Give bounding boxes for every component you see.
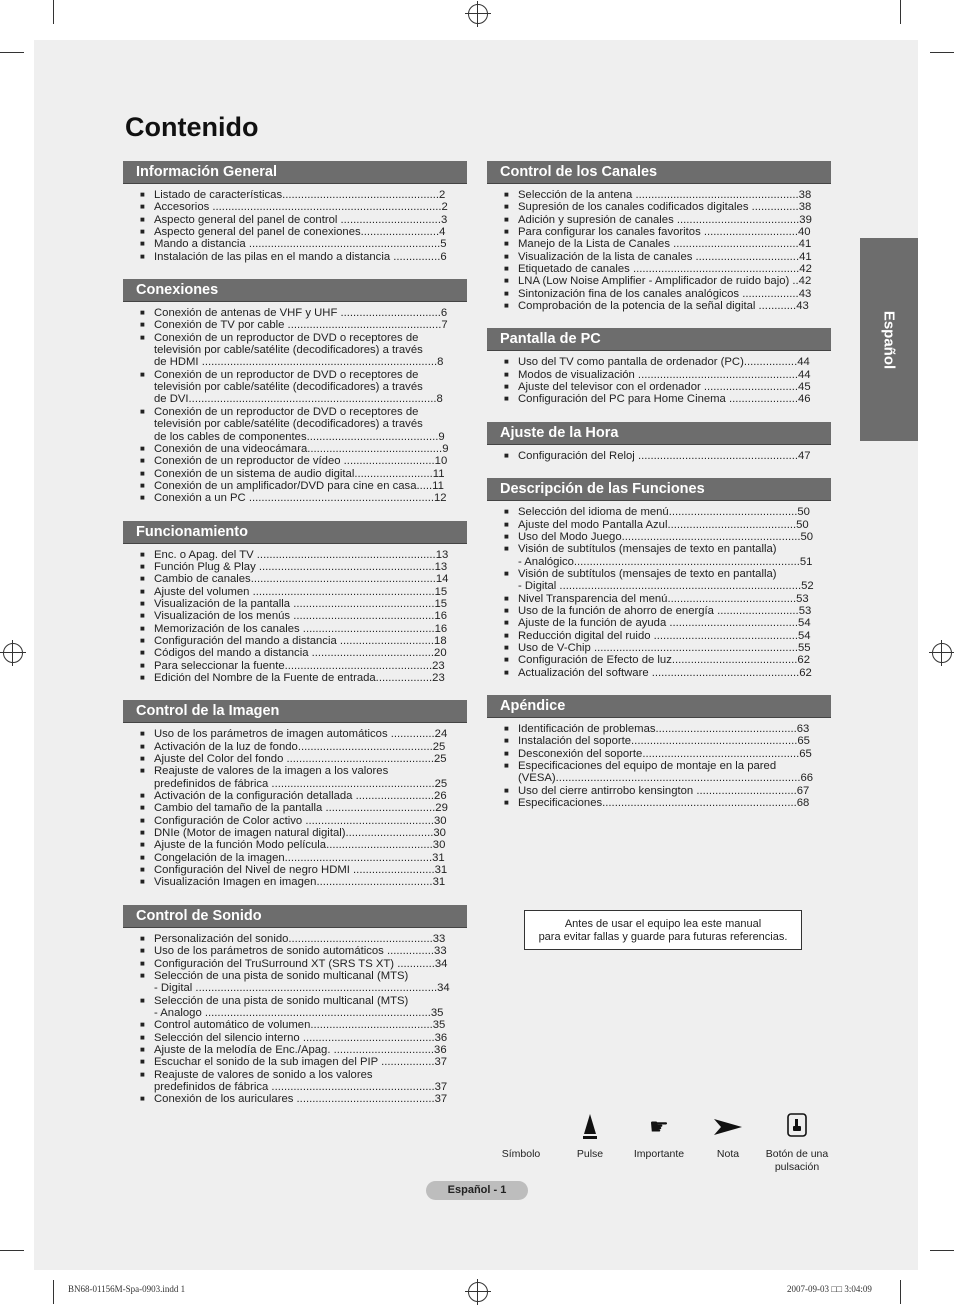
legend-important bbox=[619, 1112, 699, 1160]
legend-label: Importante bbox=[633, 1148, 685, 1160]
toc-entry bbox=[140, 1093, 467, 1105]
toc-entry bbox=[140, 753, 467, 765]
toc-entry bbox=[504, 735, 831, 747]
toc-entry-text: ■ Modos de visualización ...................................................44 bbox=[518, 368, 811, 381]
toc-entry bbox=[504, 393, 831, 405]
toc-entry-text: ■ Configuración de Color activo .........................................30 bbox=[154, 814, 447, 827]
toc-entry-text: ■ Nivel Transparencia del menú.........................................53 bbox=[518, 592, 809, 605]
toc-entry bbox=[140, 189, 467, 201]
toc-list bbox=[123, 728, 467, 888]
toc-entry bbox=[140, 573, 467, 585]
toc-entry-text: ■ Activación de la luz de fondo...........................................25 bbox=[154, 740, 446, 753]
section-heading: Control de la Imagen bbox=[123, 700, 467, 723]
symbol-icon bbox=[481, 1112, 561, 1142]
toc-entry bbox=[504, 356, 831, 368]
toc-section bbox=[123, 700, 467, 888]
legend-press bbox=[550, 1112, 630, 1160]
toc-entry bbox=[504, 617, 831, 629]
toc-entry-text: ■ Conexión de los auriculares ............................................37 bbox=[154, 1093, 448, 1106]
toc-entry-text: ■ LNA (Low Noise Amplifier - Amplificador de ruido bajo) ..42 bbox=[518, 275, 812, 288]
toc-section bbox=[123, 161, 467, 263]
toc-entry-text: ■ Configuración del Reloj ...................................................47 bbox=[518, 449, 811, 462]
toc-entry bbox=[140, 238, 467, 250]
toc-entry bbox=[140, 1069, 467, 1094]
toc-entry-text: ■ Instalación del soporte.....................................................65 bbox=[518, 735, 810, 748]
toc-entry bbox=[504, 797, 831, 809]
toc-entry bbox=[140, 839, 467, 851]
toc-entry bbox=[504, 605, 831, 617]
toc-list bbox=[487, 450, 831, 462]
toc-entry-text: ■ Ajuste del televisor con el ordenador ..............................45 bbox=[518, 381, 811, 394]
toc-entry-text: ■ Adición y supresión de canales .......................................39 bbox=[518, 213, 812, 226]
toc-entry-text: ■ Manejo de la Lista de Canales ........................................41 bbox=[518, 238, 812, 251]
section-heading: Información General bbox=[123, 161, 467, 184]
toc-entry bbox=[140, 468, 467, 480]
toc-entry-text: ■ Visión de subtítulos (mensajes de texto en pantalla) - Digital .............................................................................52 bbox=[518, 567, 814, 593]
section-heading: Pantalla de PC bbox=[487, 328, 831, 351]
toc-entry-text: ■ Para seleccionar la fuente...............................................23 bbox=[154, 659, 445, 672]
toc-entry-text: ■ Conexión de un reproductor de DVD o receptores de televisión por cable/satélite (decodificadores) a través de HDMI ...........................................................................8 bbox=[154, 331, 444, 369]
toc-entry-text: ■ Supresión de los canales codificados digitales ...............38 bbox=[518, 201, 812, 214]
toc-entry bbox=[504, 519, 831, 531]
toc-entry bbox=[504, 381, 831, 393]
toc-entry-text: ■ Conexión de antenas de VHF y UHF ................................6 bbox=[154, 307, 448, 320]
toc-entry bbox=[504, 263, 831, 275]
toc-entry bbox=[504, 275, 831, 287]
toc-entry bbox=[140, 369, 467, 406]
crop-mark bbox=[53, 1280, 54, 1304]
toc-entry bbox=[140, 561, 467, 573]
toc-entry-text: ■ Reducción digital del ruido ..............................................54 bbox=[518, 629, 811, 642]
toc-entry-text: ■ Uso del TV como pantalla de ordenador (PC).................44 bbox=[518, 356, 810, 369]
toc-entry bbox=[504, 748, 831, 760]
toc-entry bbox=[140, 492, 467, 504]
toc-entry bbox=[140, 598, 467, 610]
legend-symbol bbox=[481, 1112, 561, 1160]
toc-entry-text: ■ Conexión de un sistema de audio digital.........................11 bbox=[154, 467, 445, 480]
toc-entry bbox=[140, 610, 467, 622]
toc-entry-text: ■ Instalación de las pilas en el mando a distancia ...............6 bbox=[154, 250, 447, 263]
toc-section bbox=[487, 695, 831, 809]
toc-entry bbox=[504, 667, 831, 679]
toc-entry-text: ■ Escuchar el sonido de la sub imagen del PIP .................37 bbox=[154, 1056, 448, 1069]
toc-entry bbox=[140, 226, 467, 238]
toc-entry-text: ■ Conexión de TV por cable .................................................7 bbox=[154, 319, 448, 332]
toc-entry bbox=[140, 945, 467, 957]
toc-entry bbox=[140, 214, 467, 226]
toc-entry-text: ■ Ajuste del volumen ..........................................................15 bbox=[154, 585, 448, 598]
toc-entry-text: ■ Uso de V-Chip .................................................................55 bbox=[518, 641, 811, 654]
toc-entry-text: ■ Activación de la configuración detallada .........................26 bbox=[154, 790, 447, 803]
toc-entry-text: ■ Configuración del TruSurround XT (SRS TS XT) ............34 bbox=[154, 957, 448, 970]
toc-entry-text: ■ Función Plug & Play ........................................................13 bbox=[154, 560, 448, 573]
toc-entry-text: ■ Configuración del mando a distancia ..............................18 bbox=[154, 634, 447, 647]
toc-section bbox=[487, 161, 831, 312]
toc-entry-text: ■ Visualización Imagen en imagen.....................................31 bbox=[154, 876, 446, 889]
toc-entry bbox=[140, 1019, 467, 1031]
notice-line-2: para evitar fallas y guarde para futuras referencias. bbox=[538, 931, 788, 943]
toc-entry bbox=[140, 970, 467, 995]
language-tab bbox=[860, 238, 918, 441]
toc-entry bbox=[504, 723, 831, 735]
toc-entry-text: ■ Especificaciones del equipo de montaje en la pared (VESA)..............................................................................66 bbox=[518, 760, 814, 785]
toc-entry-text: ■ Desconexión del soporte..................................................65 bbox=[518, 747, 812, 760]
toc-list bbox=[123, 549, 467, 685]
toc-entry bbox=[504, 760, 831, 785]
notice-line-1: Antes de usar el equipo lea este manual bbox=[564, 918, 762, 930]
toc-entry-text: ■ Listado de características..................................................2 bbox=[154, 189, 446, 201]
toc-entry bbox=[140, 549, 467, 561]
right-column bbox=[487, 161, 831, 809]
toc-entry bbox=[140, 406, 467, 443]
toc-entry bbox=[140, 852, 467, 864]
toc-entry bbox=[140, 765, 467, 790]
toc-entry-text: ■ Uso de la función de ahorro de energía ..........................53 bbox=[518, 604, 812, 617]
toc-entry-text: ■ Códigos del mando a distancia .......................................20 bbox=[154, 647, 447, 660]
toc-entry bbox=[140, 1044, 467, 1056]
toc-entry-text: ■ Aspecto general del panel de control ................................3 bbox=[154, 213, 448, 226]
note-icon bbox=[688, 1112, 768, 1142]
toc-entry-text: ■ Uso de los parámetros de imagen automáticos ..............24 bbox=[154, 728, 448, 741]
toc-entry bbox=[140, 586, 467, 598]
toc-entry-text: ■ Visualización de los menús .............................................16 bbox=[154, 610, 448, 623]
toc-entry bbox=[140, 741, 467, 753]
toc-entry-text: ■ Actualización del software ...............................................62 bbox=[518, 666, 812, 679]
toc-section bbox=[123, 905, 467, 1106]
file-slug: BN68-01156M-Spa-0903.indd 1 bbox=[68, 1284, 186, 1294]
toc-entry-text: ■ Cambio del tamaño de la pantalla ...................................29 bbox=[154, 802, 448, 815]
toc-entry bbox=[140, 933, 467, 945]
toc-entry bbox=[140, 1056, 467, 1068]
toc-entry-text: ■ Especificaciones..............................................................68 bbox=[518, 797, 810, 810]
toc-entry bbox=[504, 506, 831, 518]
toc-entry-text: ■ Aspecto general del panel de conexiones.........................4 bbox=[154, 226, 446, 239]
toc-entry bbox=[140, 443, 467, 455]
toc-entry-text: ■ Conexión de un reproductor de vídeo .............................10 bbox=[154, 455, 448, 468]
toc-entry-text: ■ Visión de subtítulos (mensajes de texto en pantalla) - Analógico........................................................................51 bbox=[518, 543, 813, 568]
legend-one-touch-button bbox=[757, 1112, 837, 1174]
toc-entry bbox=[140, 790, 467, 802]
toc-entry-text: ■ Memorización de los canales ..........................................16 bbox=[154, 622, 448, 635]
toc-entry bbox=[504, 288, 831, 300]
section-heading: Descripción de las Funciones bbox=[487, 478, 831, 501]
toc-list bbox=[487, 723, 831, 809]
toc-entry bbox=[140, 201, 467, 213]
toc-entry bbox=[504, 238, 831, 250]
toc-entry-text: ■ Para configurar los canales favoritos ..............................40 bbox=[518, 226, 811, 239]
page-title: Contenido bbox=[125, 112, 259, 142]
toc-entry-text: ■ Uso del Modo Juego.........................................................50 bbox=[518, 530, 814, 543]
toc-list bbox=[487, 506, 831, 679]
toc-entry bbox=[504, 450, 831, 462]
toc-entry bbox=[504, 568, 831, 593]
toc-entry-text: ■ Reajuste de valores de la imagen a los valores predefinidos de fábrica ....................................................25 bbox=[154, 765, 448, 790]
toc-section bbox=[123, 521, 467, 685]
section-heading: Ajuste de la Hora bbox=[487, 422, 831, 445]
toc-entry bbox=[140, 623, 467, 635]
toc-entry-text: ■ Conexión de un reproductor de DVD o receptores de televisión por cable/satélite (decodificadores) a través de DVI...............................................................................8 bbox=[154, 368, 443, 406]
toc-entry-text: ■ Accesorios .........................................................................2 bbox=[154, 201, 448, 214]
toc-entry bbox=[140, 660, 467, 672]
toc-entry bbox=[504, 189, 831, 201]
toc-entry bbox=[140, 332, 467, 369]
crop-mark bbox=[900, 1280, 901, 1304]
legend-note bbox=[688, 1112, 768, 1160]
section-heading: Control de los Canales bbox=[487, 161, 831, 184]
toc-entry-text: ■ Uso del cierre antirrobo kensington ................................67 bbox=[518, 784, 810, 797]
toc-list bbox=[123, 189, 467, 263]
toc-entry-text: ■ Etiquetado de canales .....................................................42 bbox=[518, 263, 812, 276]
toc-list bbox=[123, 933, 467, 1106]
toc-entry bbox=[504, 300, 831, 312]
toc-entry bbox=[140, 728, 467, 740]
toc-entry bbox=[504, 251, 831, 263]
toc-entry bbox=[140, 672, 467, 684]
registration-mark-icon bbox=[3, 643, 23, 663]
toc-entry-text: ■ Ajuste del modo Pantalla Azul.........................................50 bbox=[518, 518, 809, 531]
language-tab-label: Español bbox=[880, 310, 898, 369]
toc-entry-text: ■ DNIe (Motor de imagen natural digital)............................30 bbox=[154, 827, 446, 840]
toc-entry bbox=[504, 543, 831, 568]
crop-mark bbox=[930, 1250, 954, 1251]
toc-entry bbox=[140, 455, 467, 467]
toc-entry-text: ■ Configuración del PC para Home Cinema ......................46 bbox=[518, 393, 811, 406]
registration-mark-icon bbox=[468, 4, 488, 24]
toc-entry-text: ■ Configuración de Efecto de luz........................................62 bbox=[518, 654, 810, 667]
toc-entry bbox=[504, 785, 831, 797]
toc-entry-text: ■ Cambio de canales...........................................................14 bbox=[154, 573, 449, 586]
toc-entry-text: ■ Conexión de un amplificador/DVD para cine en casa.....11 bbox=[154, 479, 444, 492]
toc-list bbox=[487, 189, 831, 312]
one-touch-button-icon bbox=[757, 1112, 837, 1142]
toc-section bbox=[487, 422, 831, 462]
toc-entry-text: ■ Mando a distancia .............................................................5 bbox=[154, 238, 447, 251]
section-heading: Control de Sonido bbox=[123, 905, 467, 928]
toc-entry-text: ■ Ajuste del Color del fondo ...............................................25 bbox=[154, 753, 447, 766]
toc-entry bbox=[140, 647, 467, 659]
legend-label: Pulse bbox=[576, 1148, 604, 1160]
crop-mark bbox=[900, 0, 901, 24]
crop-mark bbox=[0, 1250, 24, 1251]
toc-section bbox=[487, 478, 831, 679]
toc-entry-text: ■ Comprobación de la potencia de la señal digital ............43 bbox=[518, 300, 809, 313]
important-icon: ☛ bbox=[649, 1114, 669, 1139]
toc-entry bbox=[140, 635, 467, 647]
toc-entry bbox=[504, 214, 831, 226]
toc-list bbox=[123, 307, 467, 505]
toc-entry-text: ■ Reajuste de valores de sonido a los valores predefinidos de fábrica ....................................................37 bbox=[154, 1068, 448, 1093]
toc-entry bbox=[140, 827, 467, 839]
toc-entry bbox=[140, 815, 467, 827]
legend-label: Símbolo bbox=[501, 1148, 541, 1160]
crop-mark bbox=[53, 0, 54, 24]
toc-entry-text: ■ Selección del silencio interno ..........................................36 bbox=[154, 1031, 448, 1044]
toc-entry bbox=[504, 369, 831, 381]
toc-entry-text: ■ Ajuste de la función Modo película..................................30 bbox=[154, 839, 446, 852]
toc-entry-text: ■ Uso de los parámetros de sonido automáticos ...............33 bbox=[154, 945, 447, 958]
notice-box bbox=[524, 910, 802, 950]
toc-entry-text: ■ Selección de la antena ....................................................38 bbox=[518, 189, 812, 201]
toc-entry-text: ■ Control automático de volumen.......................................35 bbox=[154, 1019, 446, 1032]
crop-mark bbox=[930, 52, 954, 53]
toc-entry bbox=[140, 864, 467, 876]
toc-entry-text: ■ Visualización de la pantalla .............................................15 bbox=[154, 597, 448, 610]
toc-entry bbox=[504, 630, 831, 642]
section-heading: Conexiones bbox=[123, 279, 467, 302]
toc-entry-text: ■ Visualización de la lista de canales .................................41 bbox=[518, 250, 812, 263]
toc-entry-text: ■ Selección del idioma de menú.........................................50 bbox=[518, 506, 810, 519]
toc-section bbox=[123, 279, 467, 505]
toc-entry bbox=[140, 958, 467, 970]
toc-entry-text: ■ Personalización del sonido..............................................33 bbox=[154, 932, 446, 945]
toc-entry-text: ■ Ajuste de la melodía de Enc./Apag. ................................36 bbox=[154, 1043, 447, 1056]
toc-entry bbox=[140, 480, 467, 492]
registration-mark-icon bbox=[932, 643, 952, 663]
toc-entry bbox=[140, 307, 467, 319]
registration-mark-icon bbox=[468, 1282, 488, 1302]
press-icon bbox=[550, 1112, 630, 1142]
toc-entry bbox=[140, 1032, 467, 1044]
legend-label: Nota bbox=[716, 1148, 740, 1160]
toc-entry-text: ■ Conexión de un reproductor de DVD o receptores de televisión por cable/satélite (decodificadores) a través de los cables de componentes..........................................9 bbox=[154, 405, 445, 443]
toc-entry bbox=[504, 226, 831, 238]
toc-list bbox=[487, 356, 831, 405]
toc-entry-text: ■ Conexión a un PC ...........................................................12 bbox=[154, 492, 447, 505]
toc-entry bbox=[140, 995, 467, 1020]
toc-entry-text: ■ Congelación de la imagen...............................................31 bbox=[154, 851, 445, 864]
toc-section bbox=[487, 328, 831, 405]
toc-entry bbox=[504, 593, 831, 605]
toc-entry-text: ■ Identificación de problemas.............................................63 bbox=[518, 722, 810, 735]
toc-entry bbox=[140, 319, 467, 331]
legend-label: Botón de una pulsación bbox=[765, 1148, 829, 1173]
toc-entry-text: ■ Configuración del Nivel de negro HDMI ..........................31 bbox=[154, 864, 448, 877]
toc-entry-text: ■ Conexión de una videocámara...........................................9 bbox=[154, 442, 449, 455]
section-heading: Funcionamiento bbox=[123, 521, 467, 544]
toc-entry bbox=[140, 876, 467, 888]
toc-entry bbox=[504, 642, 831, 654]
toc-entry-text: ■ Enc. o Apag. del TV .........................................................13 bbox=[154, 548, 449, 561]
toc-entry bbox=[504, 531, 831, 543]
toc-entry bbox=[504, 654, 831, 666]
section-heading: Apéndice bbox=[487, 695, 831, 718]
date-slug: 2007-09-03 □□ 3:04:09 bbox=[787, 1284, 872, 1294]
left-column bbox=[123, 161, 467, 1106]
toc-entry-text: ■ Selección de una pista de sonido multicanal (MTS) - Analogo ........................................................................35 bbox=[154, 994, 444, 1019]
toc-entry bbox=[140, 802, 467, 814]
crop-mark bbox=[0, 52, 24, 53]
page-number-badge: Español - 1 bbox=[426, 1181, 528, 1200]
toc-entry-text: ■ Edición del Nombre de la Fuente de entrada..................23 bbox=[154, 672, 445, 684]
toc-entry-text: ■ Sintonización fina de los canales analógicos ..................43 bbox=[518, 287, 812, 300]
toc-entry bbox=[140, 251, 467, 263]
toc-entry-text: ■ Ajuste de la función de ayuda .........................................54 bbox=[518, 617, 811, 630]
toc-entry-text: ■ Selección de una pista de sonido multicanal (MTS) - Digital .............................................................................34 bbox=[154, 969, 450, 995]
toc-entry bbox=[504, 201, 831, 213]
